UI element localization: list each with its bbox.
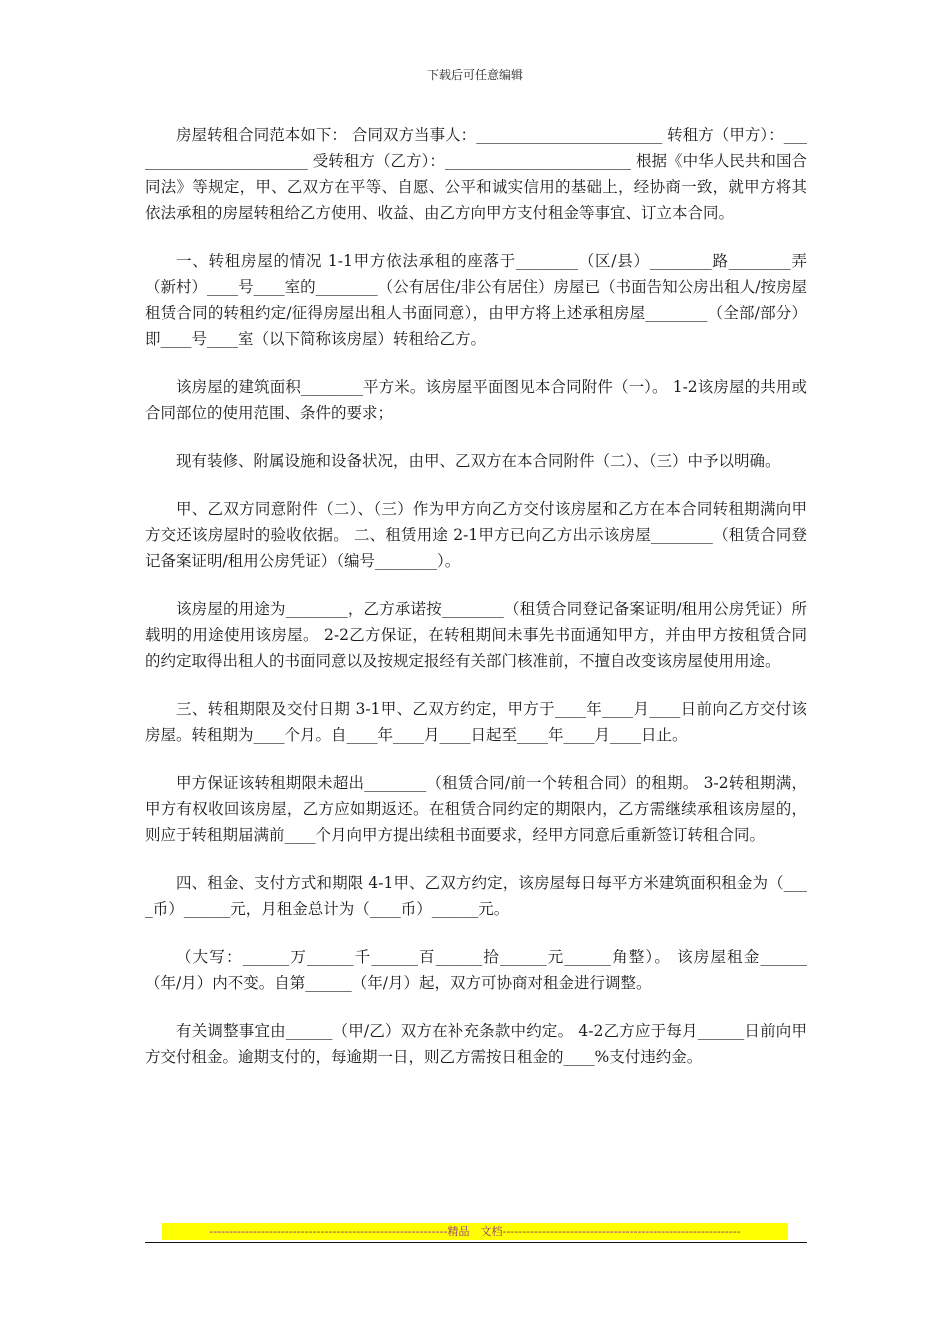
footer-divider	[145, 1242, 807, 1243]
page-header-note: 下载后可任意编辑	[426, 68, 523, 82]
document-body	[145, 122, 807, 1092]
paragraph-usage: 该房屋的用途为________，乙方承诺按________（租赁合同登记备案证明/租用公房凭证）所载明的用途使用该房屋。 2-2乙方保证，在转租期间未事先书面通知甲方，并由甲方按租赁合同的约定取得出租人的书面同意以及按规定报经有关部门核准前，不擅自改变该房屋使用用途。	[145, 600, 807, 670]
paragraph-section-1: 一、转租房屋的情况 1-1甲方依法承租的座落于________（区/县）________路________弄（新村）____号____室的________（公有居住/非公有居住）房屋已（书面告知公房出租人/按房屋租赁合同的转租约定/征得房屋出租人书面同意），由甲方将上述承租房屋________（全部/部分）即____号____室（以下简称该房屋）转租给乙方。	[145, 252, 807, 348]
paragraph-area: 该房屋的建筑面积________平方米。该房屋平面图见本合同附件（一）。 1-2该房屋的共用或合同部位的使用范围、条件的要求；	[145, 378, 807, 422]
paragraph-section-4: 四、租金、支付方式和期限 4-1甲、乙双方约定，该房屋每日每平方米建筑面积租金为（____币）______元，月租金总计为（____币）______元。	[145, 874, 807, 918]
paragraph-rent-amount: （大写：______万______千______百______拾______元______角整）。 该房屋租金______（年/月）内不变。自第______（年/月）起，双方可协商对租金进行调整。	[145, 948, 807, 992]
paragraph-decoration: 现有装修、附属设施和设备状况，由甲、乙双方在本合同附件（二）、（三）中予以明确。	[176, 452, 781, 470]
paragraph-section-3: 三、转租期限及交付日期 3-1甲、乙双方约定，甲方于____年____月____日前向乙方交付该房屋。转租期为____个月。自____年____月____日起至____年____月____日止。	[145, 700, 807, 744]
paragraph-rent-adjustment: 有关调整事宜由______（甲/乙）双方在补充条款中约定。 4-2乙方应于每月______日前向甲方交付租金。逾期支付的，每逾期一日，则乙方需按日租金的____%支付违约金。	[145, 1022, 807, 1066]
footer-highlight-label: ------------------------------------------------------------精品 文档------------------------------------------------------------	[162, 1223, 788, 1240]
paragraph-section-2: 甲、乙双方同意附件（二）、（三）作为甲方向乙方交付该房屋和乙方在本合同转租期满向甲方交还该房屋时的验收依据。 二、租赁用途 2-1甲方已向乙方出示该房屋________（租赁合同登记备案证明/租用公房凭证）（编号________）。	[145, 500, 807, 570]
paragraph-intro: 房屋转租合同范本如下： 合同双方当事人：________________________ 转租方（甲方）：________________________ 受转租方（乙方）：________________________ 根据《中华人民共和国合同法》等规定，甲、乙双方在平等、自愿、公平和诚实信用的基础上，经协商一致，就甲方将其依法承租的房屋转租给乙方使用、收益、由乙方向甲方支付租金等事宜、订立本合同。	[145, 126, 807, 222]
paragraph-term-guarantee: 甲方保证该转租期限未超出________（租赁合同/前一个转租合同）的租期。 3-2转租期满，甲方有权收回该房屋，乙方应如期返还。在租赁合同约定的期限内，乙方需继续承租该房屋的，则应于转租期届满前____个月向甲方提出续租书面要求，经甲方同意后重新签订转租合同。	[145, 774, 807, 844]
